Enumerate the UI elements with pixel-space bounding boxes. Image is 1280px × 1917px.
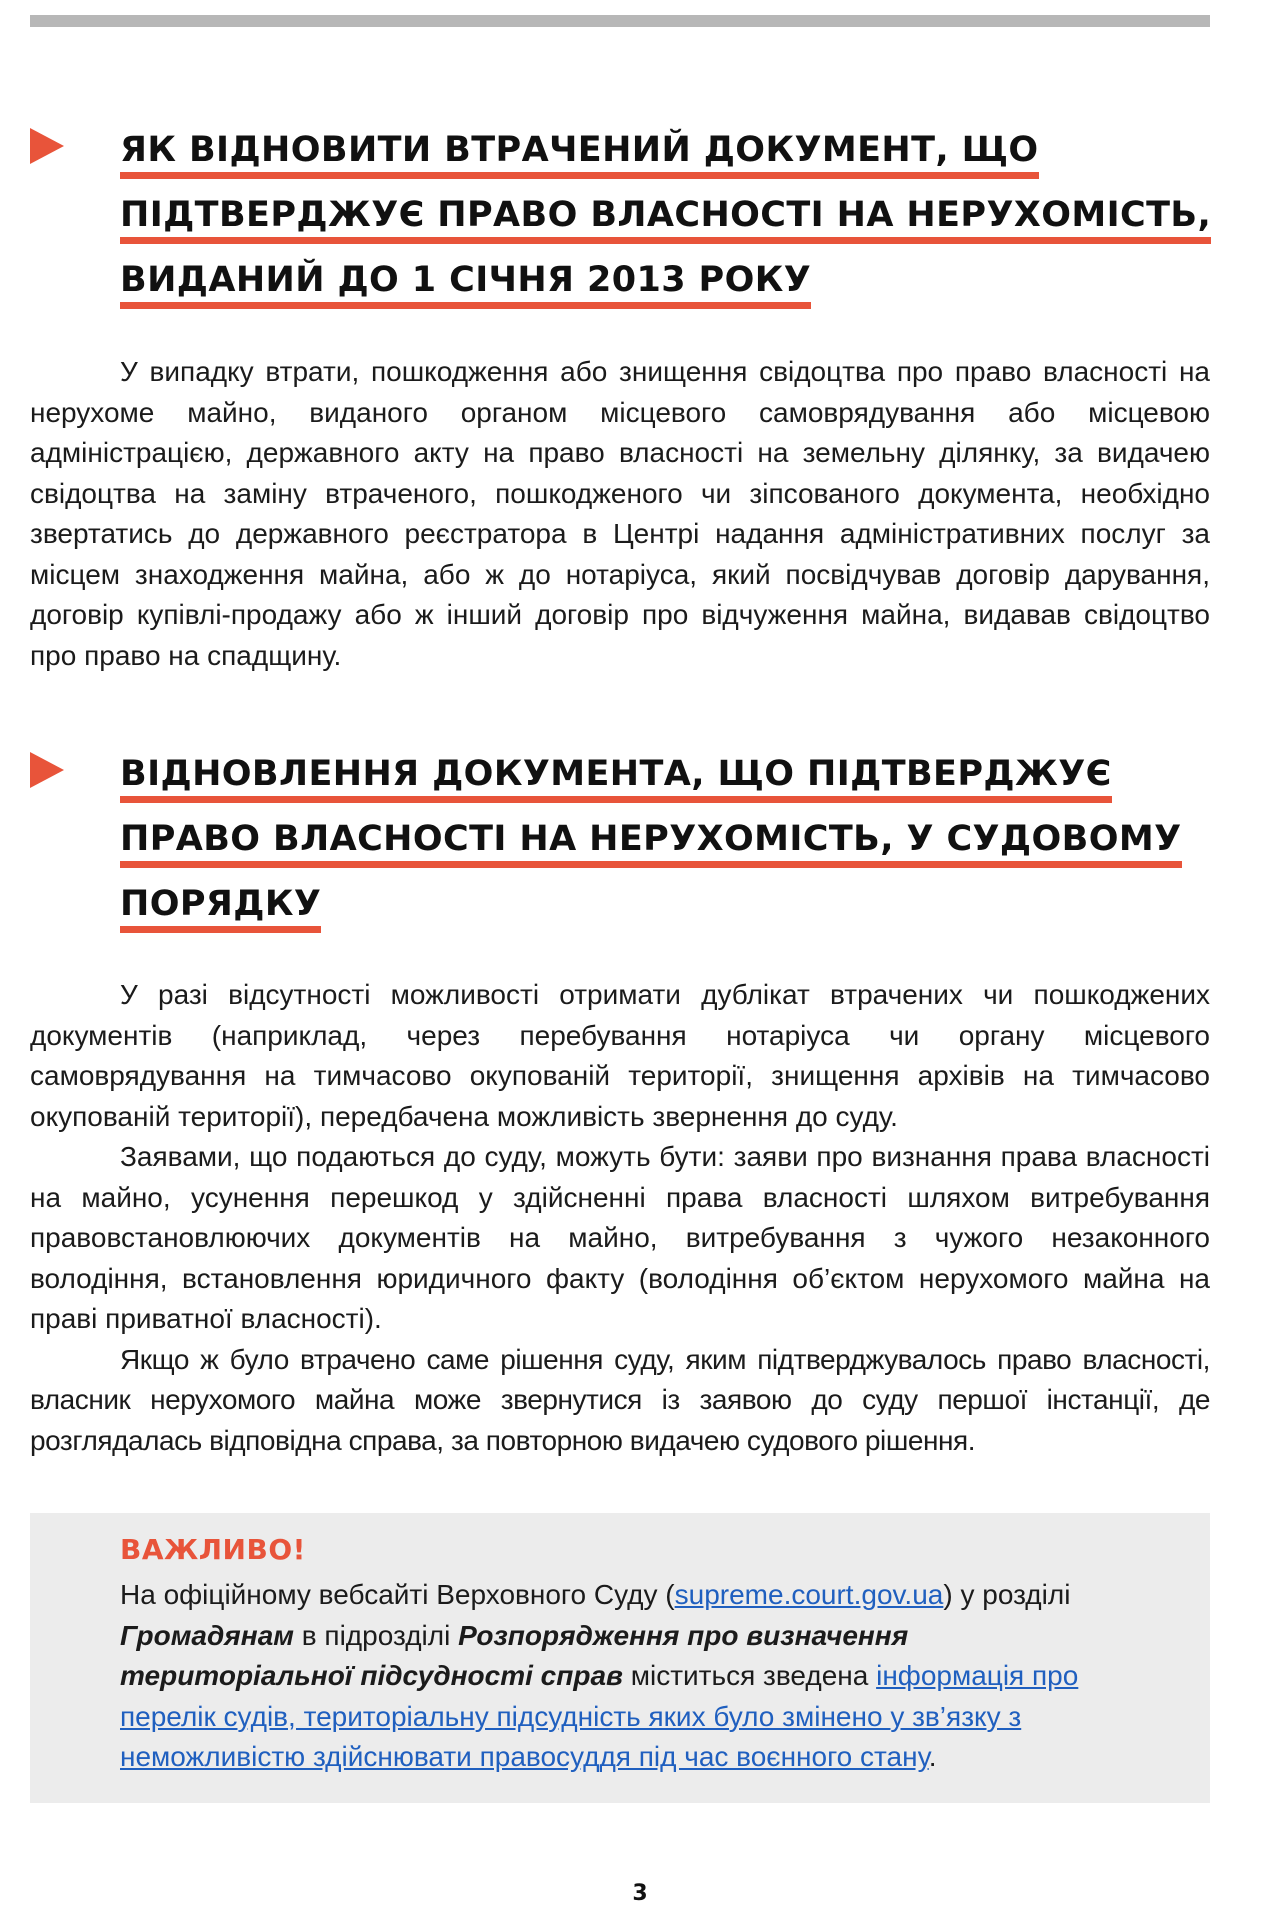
important-note-box: [30, 1513, 1210, 1803]
note-text-part: в підрозділі: [293, 1619, 459, 1651]
subsection-name-orders: Розпорядження про визначення територіальної підсудності справ: [120, 1619, 909, 1691]
note-text-part: .: [928, 1741, 937, 1772]
body-paragraph: Якщо ж було втрачено саме рішення суду, яким підтверджувалось право власності, власник нерухомого майна може звернутися із заявою до суду першої інстанції, де розглядалась відповідна справа, за повторною видачею судового рішення.: [30, 1343, 1210, 1456]
note-text: [120, 1575, 1130, 1778]
supreme-court-site-link[interactable]: supreme.court.gov.ua: [674, 1579, 944, 1610]
triangle-bullet-icon: [30, 752, 64, 788]
body-paragraph: У випадку втрати, пошкодження або знищення свідоцтва про право власності на нерухоме майно, виданого органом місцевого самоврядування або місцевою адміністрацією, державного акту на право власності на земельну ділянку, за видачею свідоцтва на заміну втраченого, пошкодженого чи зіпсованого документа, необхідно звертатись до державного реєстратора в Центрі надання адміністративних послуг за місцем знаходження майна, або ж до нотаріуса, який посвідчував договір дарування, договір купівлі-продажу або ж інший договір про відчуження майна, видавав свідоцтво про право на спадщину.: [30, 356, 1210, 671]
heading-line: ПІДТВЕРДЖУЄ ПРАВО ВЛАСНОСТІ НА НЕРУХОМІСТЬ,: [120, 193, 1211, 244]
heading-line: ВІДНОВЛЕННЯ ДОКУМЕНТА, ЩО ПІДТВЕРДЖУЄ: [120, 752, 1112, 803]
note-text-part: На офіційному вебсайті Верховного Суду (: [120, 1579, 675, 1610]
heading-line: ПРАВО ВЛАСНОСТІ НА НЕРУХОМІСТЬ, У СУДОВОМУ: [120, 817, 1182, 868]
heading-line: ЯК ВІДНОВИТИ ВТРАЧЕНИЙ ДОКУМЕНТ, ЩО: [120, 128, 1039, 179]
body-paragraph: У разі відсутності можливості отримати дублікат втрачених чи пошкоджених документів (наприклад, через перебування нотаріуса чи органу місцевого самоврядування на тимчасово окупованій території, знищення архівів на тимчасово окупованій території), передбачена можливість звернення до суду.: [30, 979, 1210, 1132]
section-name-citizens: Громадянам: [120, 1619, 294, 1651]
section-body-restore-document: [30, 352, 1210, 676]
note-text-part: ) у розділі: [943, 1579, 1071, 1610]
note-text-part: міститься зведена: [622, 1660, 877, 1691]
page-number: 3: [632, 1881, 648, 1906]
heading-line: ПОРЯДКУ: [120, 882, 321, 933]
body-paragraph: Заявами, що подаються до суду, можуть бути: заяви про визнання права власності на майно, усунення перешкод у здійсненні права власності шляхом витребування правовстановлюючих документів на майно, витребування з чужого незаконного володіння, встановлення юридичного факту (володіння об’єктом нерухомого майна на праві приватної власності).: [30, 1141, 1210, 1334]
heading-line: ВИДАНИЙ ДО 1 СІЧНЯ 2013 РОКУ: [120, 258, 811, 309]
note-title: ВАЖЛИВО!: [120, 1533, 306, 1566]
section-body-court-procedure: [30, 975, 1210, 1461]
top-divider: [30, 15, 1210, 27]
court-list-info-link[interactable]: інформація про перелік судів, територіальну підсудність яких було змінено у зв’язку з неможливістю здійснювати правосуддя під час воєнного стану: [120, 1660, 1079, 1772]
triangle-bullet-icon: [30, 128, 64, 164]
